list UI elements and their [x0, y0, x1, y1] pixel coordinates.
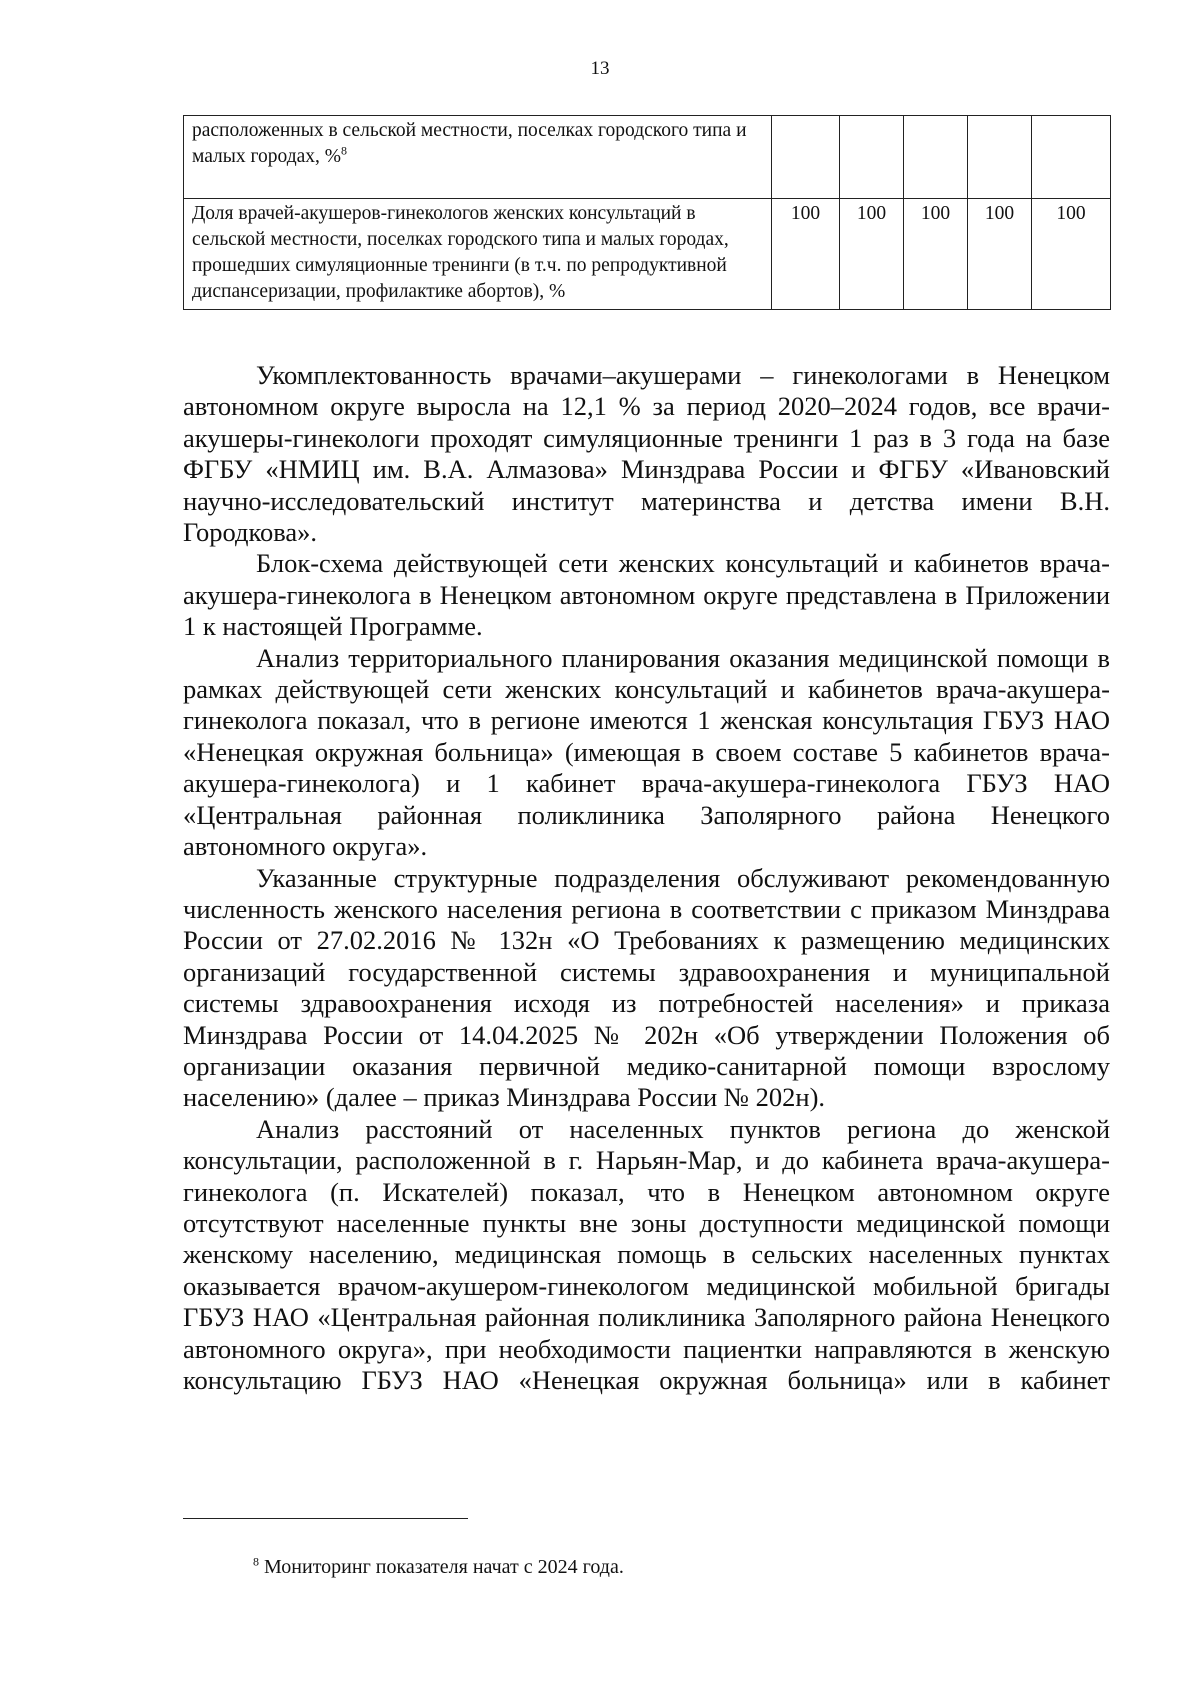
value-cell [840, 116, 904, 199]
footnote [253, 1556, 624, 1579]
paragraph: Укомплектованность врачами–акушерами – гинекологами в Ненецком автономном округе выросла на 12,1 % за период 2020–2024 годов, все врачи-акушеры-гинекологи проходят симуляционные тренинги 1 раз в 3 года на базе ФГБУ «НМИЦ им. В.А. Алмазова» Минздрава России и ФГБУ «Ивановский научно-исследовательский институт материнства и детства имени В.Н. Городкова». [183, 360, 1110, 548]
table-row [184, 116, 1111, 199]
footnote-ref: 8 [341, 143, 348, 158]
value-cell: 100 [772, 199, 840, 310]
value-cell: 100 [968, 199, 1032, 310]
body-text [183, 360, 1110, 1396]
page-number: 13 [590, 58, 610, 79]
paragraph: Анализ расстояний от населенных пунктов региона до женской консультации, расположенной в г. Нарьян-Мар, и до кабинета врача-акушера-гинеколога (п. Искателей) показал, что в Ненецком автономном округе отсутствуют населенные пункты вне зоны доступности медицинской помощи женскому населению, медицинская помощь в сельских населенных пунктах оказывается врачом-акушером-гинекологом медицинской мобильной бригады ГБУЗ НАО «Центральная районная поликлиника Заполярного района Ненецкого автономного округа», при необходимости пациентки направляются в женскую консультацию ГБУЗ НАО «Ненецкая окружная больница» или в кабинет [183, 1113, 1110, 1395]
paragraph: Указанные структурные подразделения обслуживают рекомендованную численность женского населения региона в соответствии с приказом Минздрава России от 27.02.2016 № 132н «О Требованиях к размещению медицинских организаций государственной системы здравоохранения и муниципальной системы здравоохранения исходя из потребностей населения» и приказа Минздрава России от 14.04.2025 № 202н «Об утверждении Положения об организации оказания первичной медико-санитарной помощи взрослому населению» (далее – приказ Минздрава России № 202н). [183, 862, 1110, 1113]
paragraph: Блок-схема действующей сети женских консультаций и кабинетов врача-акушера-гинеколога в Ненецком автономном округе представлена в Приложении 1 к настоящей Программе. [183, 548, 1110, 642]
value-cell [968, 116, 1032, 199]
indicator-label-cell [184, 199, 772, 310]
paragraph: Анализ территориального планирования оказания медицинской помощи в рамках действующей сети женских консультаций и кабинетов врача-акушера-гинеколога показал, что в регионе имеются 1 женская консультация ГБУЗ НАО «Ненецкая окружная больница» (имеющая в своем составе 5 кабинетов врача-акушера-гинеколога) и 1 кабинет врача-акушера-гинеколога ГБУЗ НАО «Центральная районная поликлиника Заполярного района Ненецкого автономного округа». [183, 642, 1110, 862]
value-cell [1032, 116, 1111, 199]
value-cell: 100 [904, 199, 968, 310]
indicator-label-cell [184, 116, 772, 199]
indicators-table [183, 115, 1111, 310]
indicator-label: расположенных в сельской местности, поселках городского типа и малых городах, % [192, 120, 747, 167]
table-row [184, 199, 1111, 310]
footnote-divider [183, 1518, 468, 1519]
value-cell [904, 116, 968, 199]
value-cell [772, 116, 840, 199]
value-cell: 100 [840, 199, 904, 310]
indicator-label: Доля врачей-акушеров-гинекологов женских консультаций в сельской местности, поселках городского типа и малых городах, прошедших симуляционные тренинги (в т.ч. по репродуктивной диспансеризации, профилактике абортов), % [192, 203, 729, 302]
footnote-marker: 8 [253, 1554, 259, 1569]
value-cell: 100 [1032, 199, 1111, 310]
footnote-text: Мониторинг показателя начат с 2024 года. [264, 1556, 624, 1578]
